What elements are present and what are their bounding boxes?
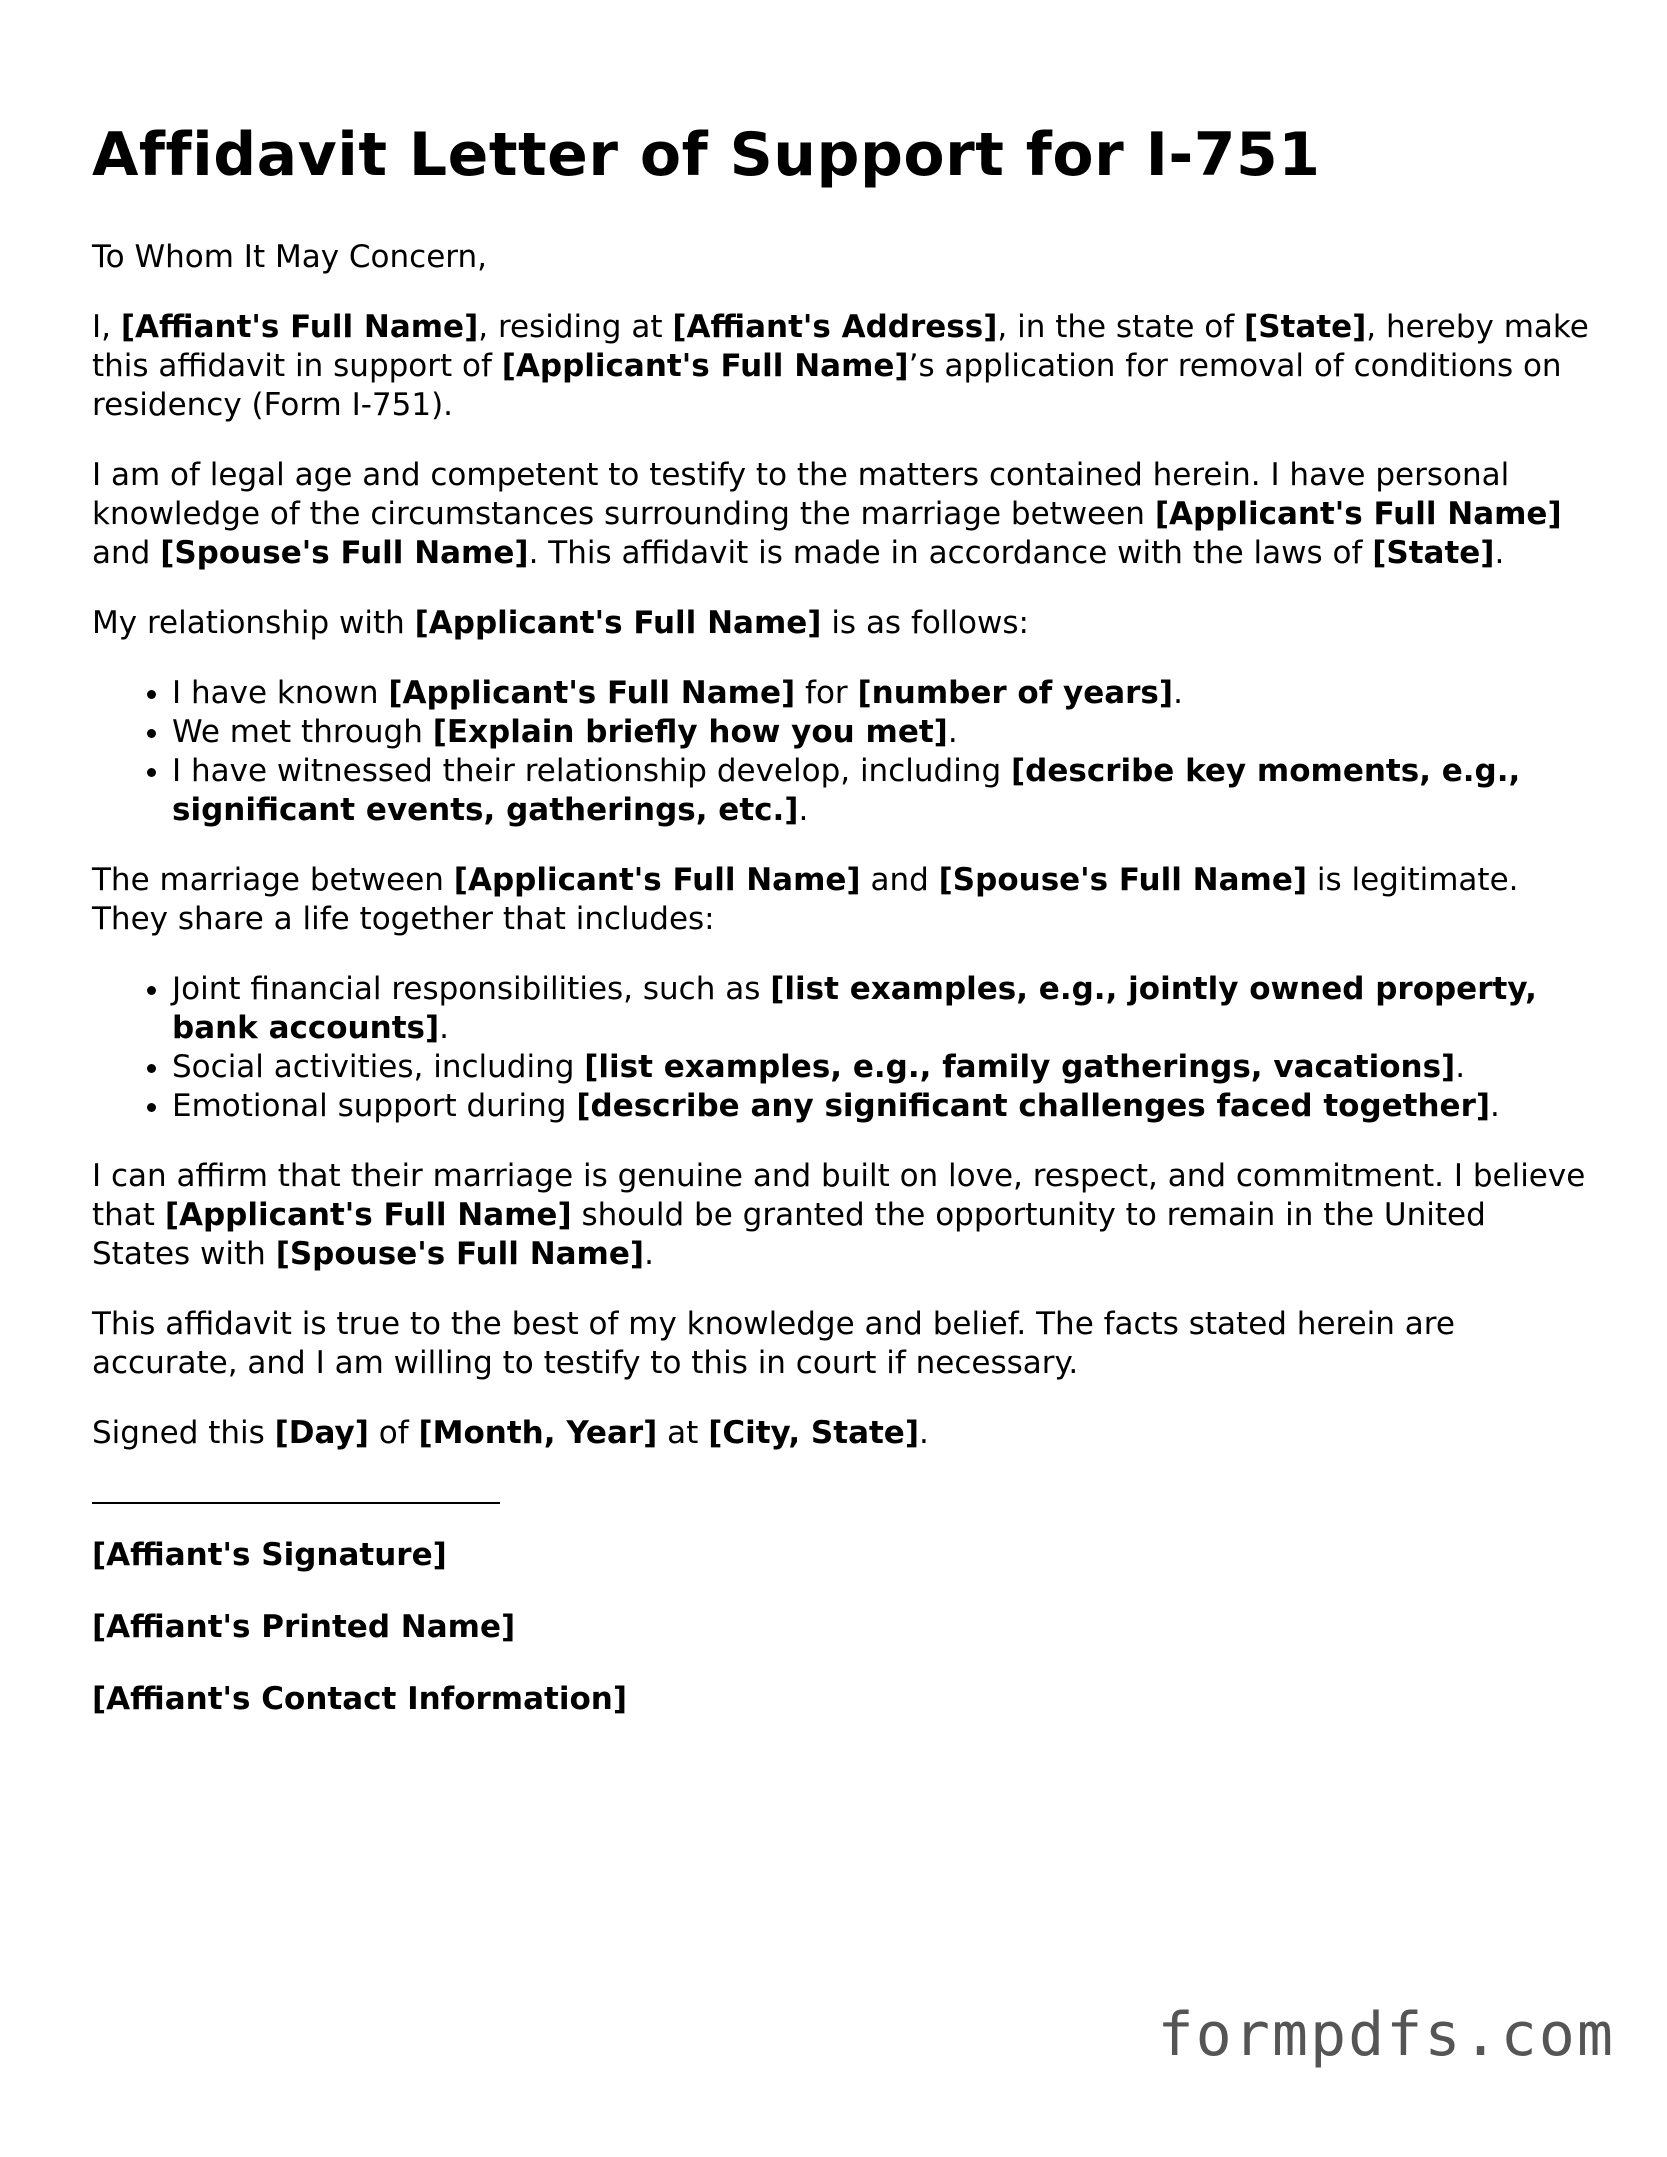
text-span: Signed this (92, 1415, 275, 1451)
text-span: . (1455, 1049, 1466, 1085)
text-span: , hereby make this affidavit in support of (92, 309, 1589, 384)
challenges-placeholder: [describe any significant challenges faced together] (576, 1088, 1491, 1124)
truth-statement: This affidavit is true to the best of my knowledge and belief. The facts stated herein are accurate, and I am willing to testify to this in court if necessary. (92, 1306, 1455, 1381)
text-span: of (368, 1415, 419, 1451)
how-met-placeholder: [Explain briefly how you met] (432, 714, 948, 750)
document-body (92, 238, 1592, 1719)
text-span: I have witnessed their relationship develop, including (172, 753, 1011, 789)
text-span: The marriage between (92, 862, 454, 898)
affiant-contact-info: [Affiant's Contact Information] (92, 1681, 627, 1717)
text-span: . (439, 1010, 449, 1046)
list-item (172, 674, 1592, 713)
text-span: and (860, 862, 939, 898)
affiant-name-placeholder: [Affiant's Full Name] (120, 309, 479, 345)
text-span: We met through (172, 714, 433, 750)
financial-examples-placeholder: [list examples, e.g., jointly owned property, bank accounts] (172, 971, 1537, 1046)
applicant-name-placeholder: [Applicant's Full Name] (164, 1197, 572, 1233)
text-span: Social activities, including (172, 1049, 585, 1085)
text-span: and (92, 535, 161, 571)
document-page (92, 0, 1592, 1719)
competence-paragraph (92, 456, 1592, 573)
text-span: should be granted the opportunity to remain in the United States with (92, 1197, 1486, 1272)
list-item (172, 713, 1592, 752)
text-span: . (1173, 675, 1183, 711)
list-item (172, 970, 1592, 1048)
applicant-name-placeholder: [Applicant's Full Name] (501, 348, 909, 384)
affiant-printed-name: [Affiant's Printed Name] (92, 1609, 516, 1645)
month-year-placeholder: [Month, Year] (418, 1415, 658, 1451)
years-placeholder: [number of years] (857, 675, 1174, 711)
text-span: Joint financial responsibilities, such as (172, 971, 771, 1007)
signature-line (92, 1502, 500, 1504)
applicant-name-placeholder: [Applicant's Full Name] (414, 605, 822, 641)
text-span: . (1490, 1088, 1500, 1124)
affiant-signature: [Affiant's Signature] (92, 1537, 447, 1573)
intro-paragraph (92, 308, 1592, 425)
text-span: . (919, 1415, 929, 1451)
spouse-name-placeholder: [Spouse's Full Name] (275, 1236, 645, 1272)
document-title: Affidavit Letter of Support for I-751 (92, 120, 1321, 190)
text-span: at (657, 1415, 709, 1451)
list-item (172, 1048, 1592, 1087)
greeting: To Whom It May Concern, (92, 239, 487, 275)
social-examples-placeholder: [list examples, e.g., family gatherings, vacations] (584, 1049, 1456, 1085)
state-placeholder: [State] (1244, 309, 1367, 345)
relationship-intro (92, 604, 1592, 643)
text-span: for (795, 675, 858, 711)
key-moments-placeholder: [describe key moments, e.g., significant events, gatherings, etc.] (172, 753, 1521, 828)
text-span: is as follows: (821, 605, 1029, 641)
watermark: formpdfs.com (1157, 2000, 1615, 2070)
text-span: I can affirm that their marriage is genuine and built on love, respect, and commitment. I believe that (92, 1158, 1586, 1233)
relationship-list (92, 674, 1592, 830)
spouse-name-placeholder: [Spouse's Full Name] (160, 535, 529, 571)
text-span: . (947, 714, 958, 750)
state-placeholder: [State] (1372, 535, 1495, 571)
day-placeholder: [Day] (274, 1415, 369, 1451)
text-span: I have known (172, 675, 389, 711)
text-span: , residing at (478, 309, 673, 345)
applicant-name-placeholder: [Applicant's Full Name] (453, 862, 861, 898)
shared-life-list (92, 970, 1592, 1126)
list-item (172, 1087, 1592, 1126)
text-span: I, (92, 309, 121, 345)
text-span: . (798, 792, 809, 828)
affiant-address-placeholder: [Affiant's Address] (672, 309, 998, 345)
text-span: , in the state of (997, 309, 1245, 345)
applicant-name-placeholder: [Applicant's Full Name] (1154, 496, 1562, 532)
city-state-placeholder: [City, State] (708, 1415, 919, 1451)
text-span: is legitimate. They share a life together that includes: (92, 862, 1519, 937)
text-span: . (1494, 535, 1505, 571)
text-span: I am of legal age and competent to testify to the matters contained herein. I have personal knowledge of the circumstances surrounding the marriage between (92, 457, 1510, 532)
marriage-paragraph (92, 861, 1592, 939)
text-span: . This affidavit is made in accordance with the laws of (528, 535, 1373, 571)
list-item (172, 752, 1592, 830)
applicant-name-placeholder: [Applicant's Full Name] (388, 675, 796, 711)
text-span: ’s application for removal of conditions on residency (Form I-751). (92, 348, 1562, 423)
signed-line (92, 1414, 1592, 1453)
text-span: My relationship with (92, 605, 415, 641)
affirmation-paragraph (92, 1157, 1592, 1274)
text-span: . (644, 1236, 654, 1272)
spouse-name-placeholder: [Spouse's Full Name] (938, 862, 1308, 898)
text-span: Emotional support during (172, 1088, 577, 1124)
